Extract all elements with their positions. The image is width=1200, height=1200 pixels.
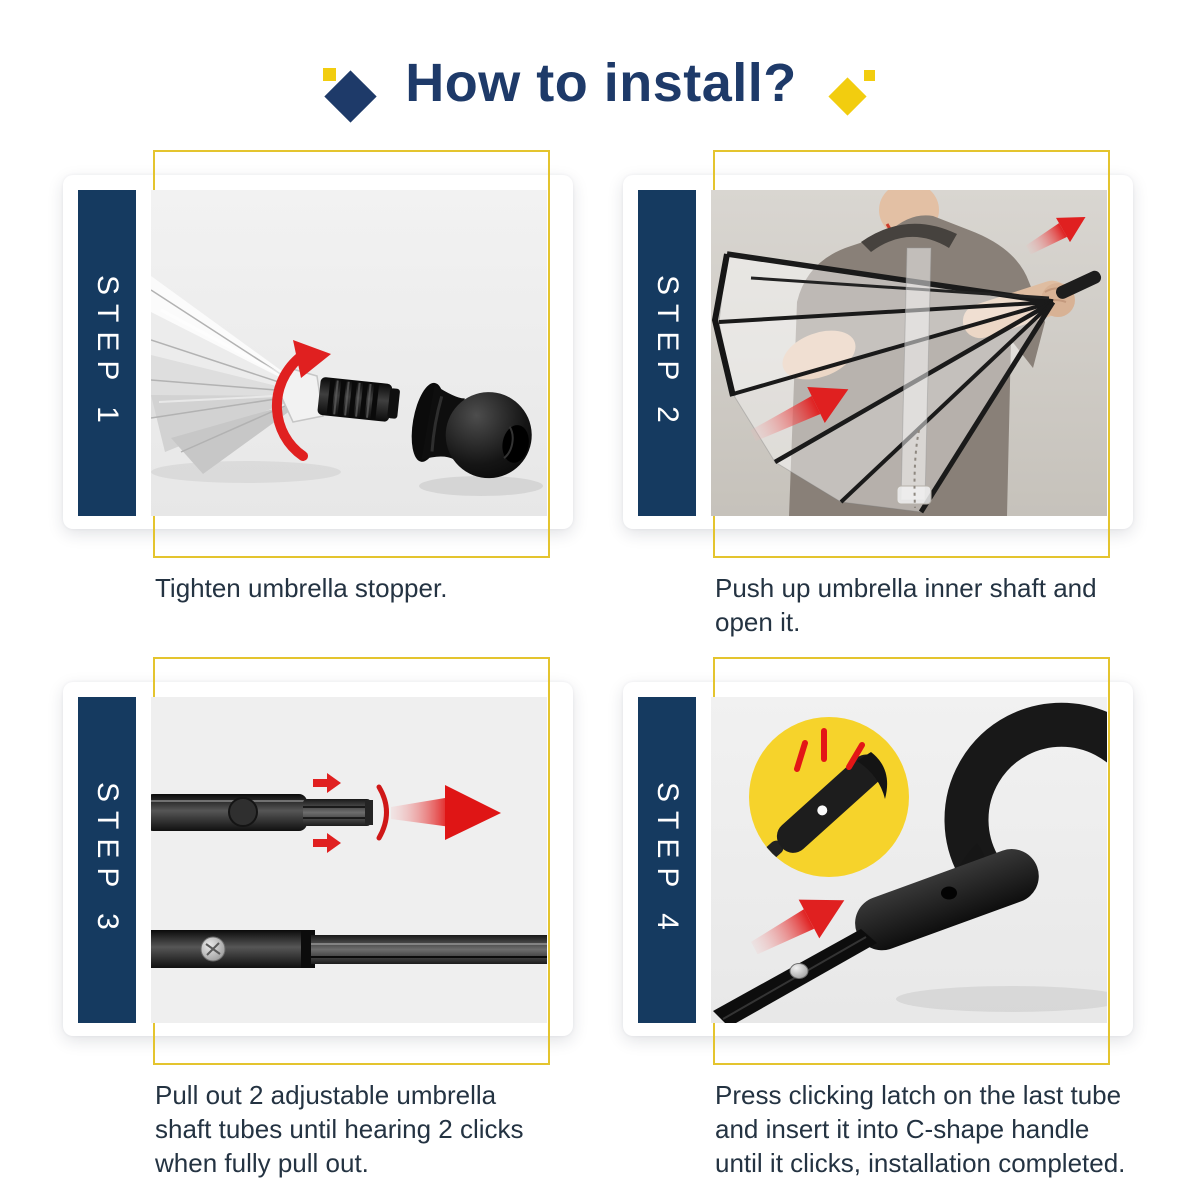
step-4-block bbox=[623, 682, 1133, 1182]
step-1-caption: Tighten umbrella stopper. bbox=[155, 573, 448, 603]
shaft-tubes-illustration bbox=[151, 697, 547, 1023]
step-2-label: STEP 2 bbox=[651, 274, 684, 432]
step-4-label: STEP 4 bbox=[651, 781, 684, 939]
yellow-square-icon bbox=[864, 70, 875, 81]
latch-pin bbox=[790, 964, 808, 979]
step-4-caption: Press clicking latch on the last tube and insert it into C-shape handle until it clicks, installation completed. bbox=[715, 1080, 1126, 1178]
page-title: How to install? bbox=[405, 53, 797, 113]
step-4-photo bbox=[711, 697, 1107, 1023]
step-4-banner bbox=[638, 697, 696, 1023]
upper-tube-joint bbox=[151, 794, 373, 831]
step-1-banner bbox=[78, 190, 136, 516]
step-2-banner bbox=[638, 190, 696, 516]
photo-background bbox=[151, 697, 547, 1023]
step-2-block bbox=[623, 175, 1133, 675]
umbrella-stopper-illustration bbox=[151, 190, 547, 516]
yellow-square-icon bbox=[323, 68, 336, 81]
title-decor-left bbox=[323, 68, 379, 124]
yellow-diamond-icon bbox=[828, 77, 866, 115]
step-1-block bbox=[63, 175, 573, 675]
header bbox=[0, 54, 1200, 126]
step-2-caption: Push up umbrella inner shaft and open it. bbox=[715, 573, 1097, 637]
open-umbrella-illustration bbox=[711, 190, 1107, 516]
step-1-photo bbox=[151, 190, 547, 516]
step-3-label: STEP 3 bbox=[91, 781, 124, 939]
step-2-photo bbox=[711, 190, 1107, 516]
title-decor-right bbox=[821, 70, 877, 126]
step-3-banner bbox=[78, 697, 136, 1023]
c-shape-handle-illustration bbox=[711, 697, 1107, 1023]
step-3-block bbox=[63, 682, 573, 1182]
step-3-caption: Pull out 2 adjustable umbrella shaft tubes until hearing 2 clicks when fully pull out. bbox=[155, 1080, 524, 1178]
step-3-photo bbox=[151, 697, 547, 1023]
step-1-label: STEP 1 bbox=[91, 274, 124, 432]
lower-tube-joint bbox=[151, 930, 547, 968]
